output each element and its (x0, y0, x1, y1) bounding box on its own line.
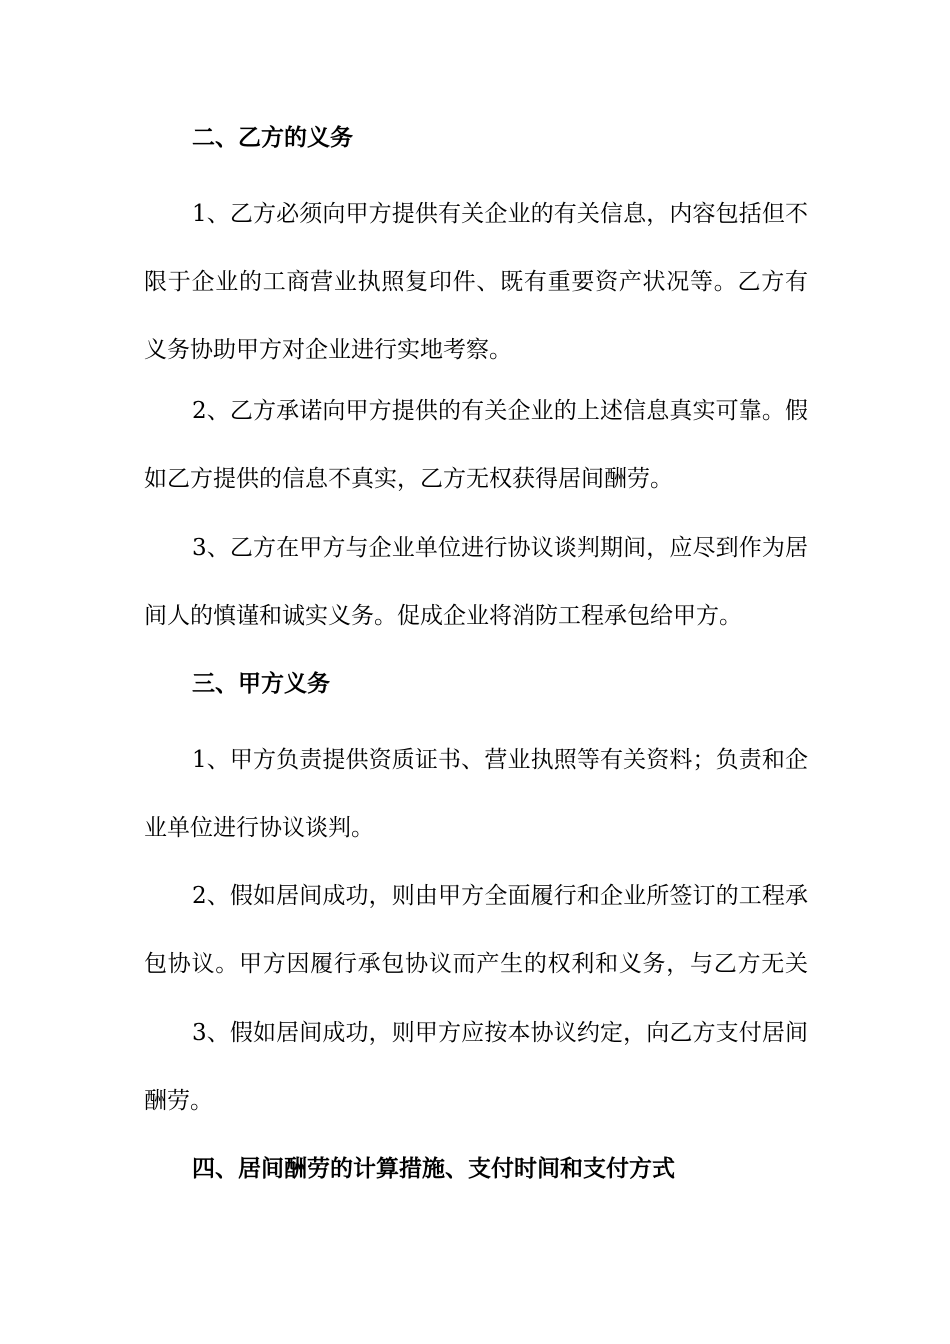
paragraph-line: 3、乙方在甲方与企业单位进行协议谈判期间，应尽到作为居 (192, 535, 808, 561)
paragraph-line: 业单位进行协议谈判。 (144, 815, 374, 841)
paragraph-line: 义务协助甲方对企业进行实地考察。 (144, 337, 512, 363)
section-heading-4: 四、居间酬劳的计算措施、支付时间和支付方式 (192, 1155, 675, 1182)
paragraph-line: 3、假如居间成功，则甲方应按本协议约定，向乙方支付居间 (192, 1020, 808, 1046)
paragraph-line: 限于企业的工商营业执照复印件、既有重要资产状况等。乙方有 (144, 269, 808, 295)
paragraph-3-3 (144, 999, 808, 1135)
section-heading-3: 三、甲方义务 (192, 670, 330, 697)
paragraph-2-1 (144, 180, 808, 384)
paragraph-line: 2、乙方承诺向甲方提供的有关企业的上述信息真实可靠。假 (192, 398, 808, 424)
paragraph-line: 酬劳。 (144, 1088, 213, 1114)
paragraph-line: 间人的慎谨和诚实义务。促成企业将消防工程承包给甲方。 (144, 603, 742, 629)
paragraph-3-1 (144, 726, 808, 862)
paragraph-3-2 (144, 862, 808, 998)
paragraph-line: 包协议。甲方因履行承包协议而产生的权利和义务，与乙方无关 (144, 951, 808, 977)
paragraph-2-3 (144, 514, 808, 650)
section-heading-2: 二、乙方的义务 (192, 124, 353, 151)
paragraph-line: 1、甲方负责提供资质证书、营业执照等有关资料；负责和企 (192, 747, 808, 773)
paragraph-line: 如乙方提供的信息不真实，乙方无权获得居间酬劳。 (144, 466, 673, 492)
paragraph-2-2 (144, 377, 808, 513)
paragraph-line: 1、乙方必须向甲方提供有关企业的有关信息，内容包括但不 (192, 201, 808, 227)
paragraph-line: 2、假如居间成功，则由甲方全面履行和企业所签订的工程承 (192, 883, 808, 909)
